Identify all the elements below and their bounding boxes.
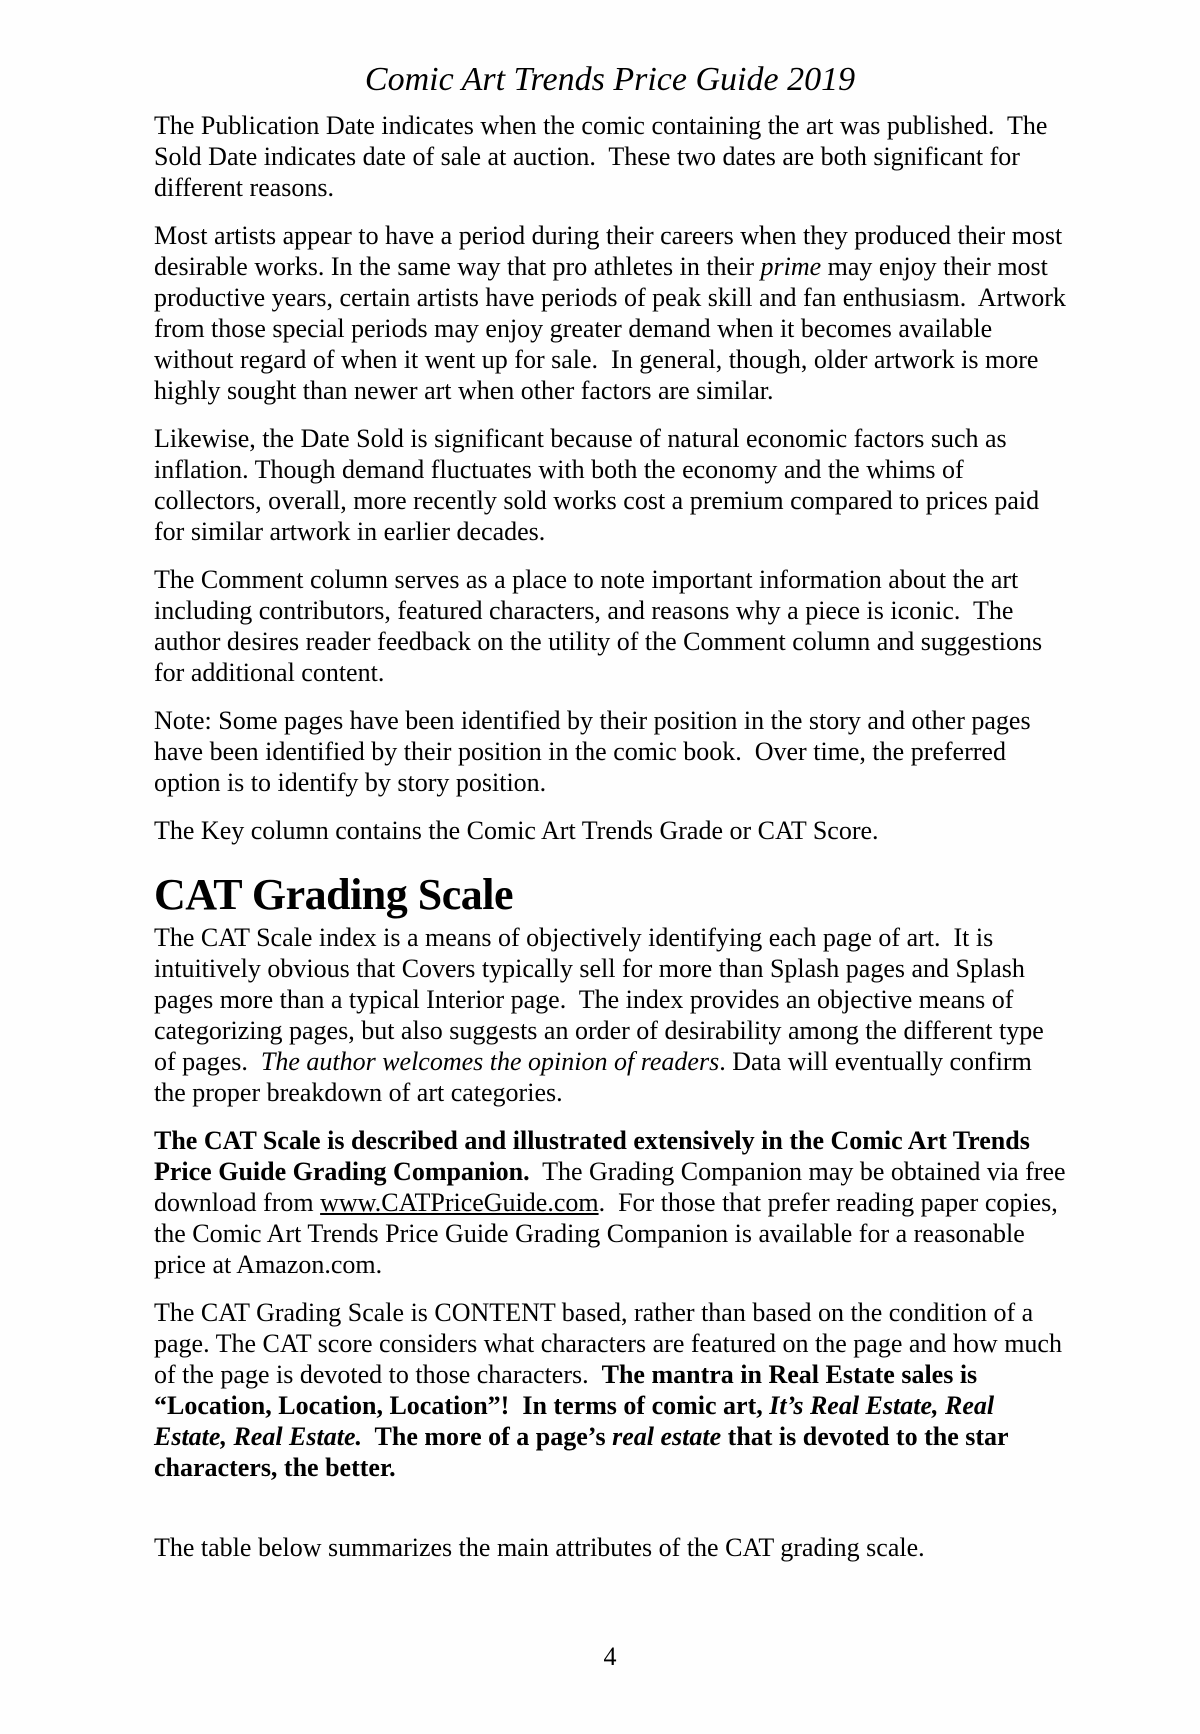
- text-run: The mantra in Real Estate sales is “Location, Location, Location”! In terms of comic art,: [154, 1360, 984, 1420]
- text-run: that is devoted to the star characters, the better.: [154, 1422, 1015, 1482]
- text-run: It’s Real Estate, Real Estate, Real Estate.: [154, 1391, 1001, 1451]
- text-run: The CAT Grading Scale is CONTENT based, rather than based on the condition of a page. The CAT score considers what characters are featured on the page and how much of the page is devoted to those characters.: [154, 1298, 1069, 1389]
- text-run: The Comment column serves as a place to note important information about the art including contributors, featured characters, and reasons why a piece is iconic. The author desires reader feedback on the utility of the Comment column and suggestions for additional content.: [154, 565, 1049, 687]
- text-run: Likewise, the Date Sold is significant because of natural economic factors such as inflation. Though demand fluctuates with both the economy and the whims of collectors, overall, more recently sold works cost a premium compared to prices paid for similar artwork in earlier decades.: [154, 424, 1046, 546]
- text-run: The Key column contains the Comic Art Trends Grade or CAT Score.: [154, 816, 879, 845]
- hyperlink[interactable]: www.CATPriceGuide.com: [320, 1188, 599, 1217]
- page-number: 4: [603, 1642, 617, 1671]
- text-run: Most artists appear to have a period during their careers when they produced their most desirable works. In the same way that pro athletes in their: [154, 221, 1069, 281]
- paragraph: [154, 1125, 1073, 1280]
- text-run: The table below summarizes the main attributes of the CAT grading scale.: [154, 1533, 925, 1562]
- text-run: may enjoy their most productive years, certain artists have periods of peak skill and fan enthusiasm. Artwork from those special periods may enjoy greater demand when it becomes available without regard of when it went up for sale. In general, though, older artwork is more highly sought than newer art when other factors are similar.: [154, 252, 1073, 405]
- text-run: prime: [760, 252, 822, 281]
- text-run: real estate: [612, 1422, 722, 1451]
- text-run: The CAT Scale is described and illustrated extensively in the Comic Art Trends Price Guide Grading Companion.: [154, 1126, 1037, 1186]
- text-run: The more of a page’s: [362, 1422, 613, 1451]
- paragraph: [154, 815, 1066, 846]
- page-title: Comic Art Trends Price Guide 2019: [364, 61, 856, 98]
- text-run: Note: Some pages have been identified by their position in the story and other pages have been identified by their position in the comic book. Over time, the preferred option is to identify by story position.: [154, 706, 1038, 797]
- text-run: The Grading Companion may be obtained via free download from: [154, 1157, 1073, 1217]
- text-run: The author welcomes the opinion of readers: [260, 1047, 720, 1076]
- section-heading: CAT Grading Scale: [154, 870, 514, 919]
- text-run: . Data will eventually confirm the proper breakdown of art categories.: [154, 1047, 1039, 1107]
- paragraph: [154, 220, 1073, 406]
- paragraph: [154, 564, 1066, 688]
- document-body: [154, 110, 1073, 1580]
- text-run: . For those that prefer reading paper copies, the Comic Art Trends Price Guide Grading Companion is available for a reasonable price at Amazon.com.: [154, 1188, 1065, 1279]
- text-run: The Publication Date indicates when the comic containing the art was published. The Sold Date indicates date of sale at auction. These two dates are both significant for different reasons.: [154, 111, 1054, 202]
- paragraph: [154, 922, 1066, 1108]
- paragraph: [154, 110, 1066, 203]
- paragraph: [154, 1297, 1069, 1483]
- paragraph: [154, 423, 1066, 547]
- text-run: The CAT Scale index is a means of objectively identifying each page of art. It is intuitively obvious that Covers typically sell for more than Splash pages and Splash pages more than a typical Interior page. The index provides an objective means of categorizing pages, but also suggests an order of desirability among the different type of pages.: [154, 923, 1051, 1076]
- paragraph: [154, 1532, 1066, 1563]
- paragraph: [154, 705, 1066, 798]
